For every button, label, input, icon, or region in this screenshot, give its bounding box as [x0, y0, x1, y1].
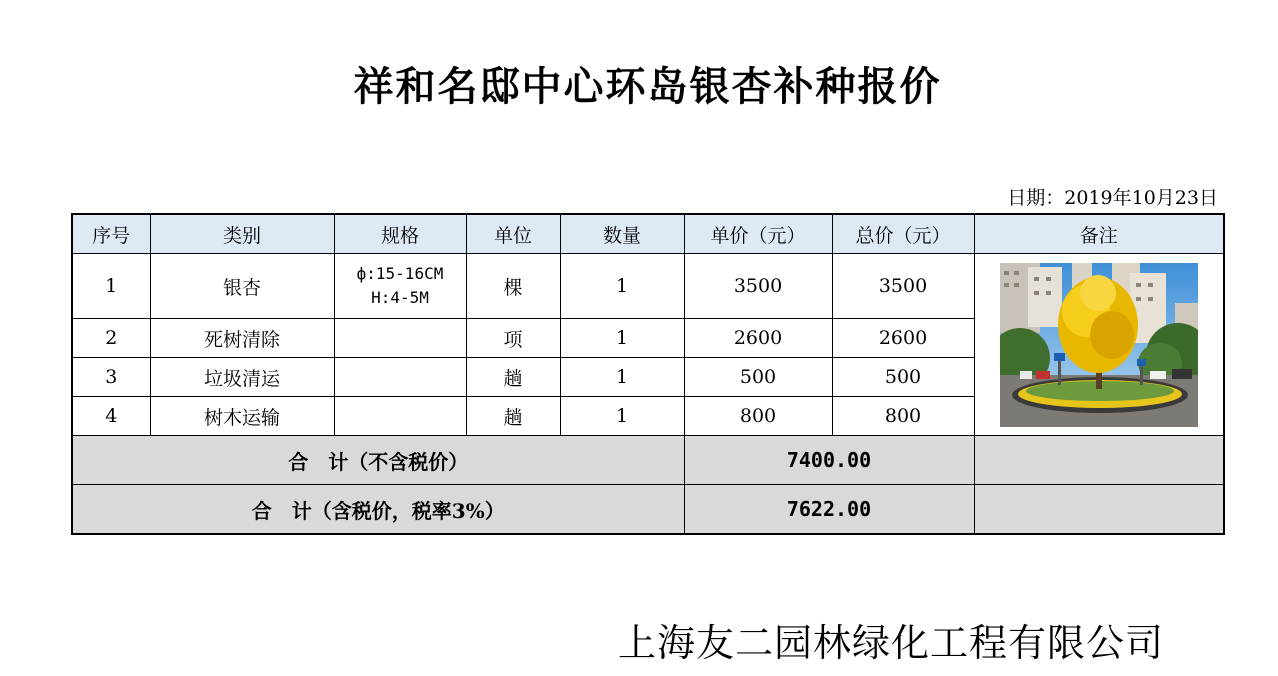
- header-qty: 数量: [560, 214, 684, 254]
- company-name: 上海友二园林绿化工程有限公司: [618, 621, 1165, 665]
- cell-total: 500: [832, 358, 974, 397]
- header-category: 类别: [150, 214, 334, 254]
- cell-category: 银杏: [150, 254, 334, 319]
- grand-total-row: [72, 485, 1224, 535]
- cell-category: 树木运输: [150, 397, 334, 436]
- subtotal-row: [72, 436, 1224, 485]
- header-unit: 单位: [466, 214, 560, 254]
- table-row: [72, 254, 1224, 319]
- cell-unit: 项: [466, 319, 560, 358]
- cell-category: 死树清除: [150, 319, 334, 358]
- cell-unit: 趟: [466, 358, 560, 397]
- grand-total-label: 合 计（含税价，税率3%）: [72, 485, 684, 535]
- cell-no: 4: [72, 397, 150, 436]
- header-remarks: 备注: [974, 214, 1224, 254]
- spec-diameter: ф:15-16CM: [356, 264, 444, 283]
- header-spec: 规格: [334, 214, 466, 254]
- document-title: 祥和名邸中心环岛银杏补种报价: [353, 64, 942, 110]
- cell-qty: 1: [560, 254, 684, 319]
- cell-qty: 1: [560, 397, 684, 436]
- cell-total: 2600: [832, 319, 974, 358]
- cell-spec: [334, 397, 466, 436]
- remarks-photo-cell: [974, 254, 1224, 436]
- header-unit-price: 单价（元）: [684, 214, 832, 254]
- cell-price: 500: [684, 358, 832, 397]
- cell-spec: [334, 254, 466, 319]
- cell-no: 2: [72, 319, 150, 358]
- grand-total-value: 7622.00: [684, 485, 974, 535]
- cell-spec: [334, 358, 466, 397]
- cell-unit: 棵: [466, 254, 560, 319]
- subtotal-value: 7400.00: [684, 436, 974, 485]
- cell-qty: 1: [560, 319, 684, 358]
- quote-table: [71, 213, 1225, 535]
- grand-total-remarks: [974, 485, 1224, 535]
- header-total-price: 总价（元）: [832, 214, 974, 254]
- cell-price: 800: [684, 397, 832, 436]
- spec-height: H:4-5M: [371, 288, 429, 307]
- cell-qty: 1: [560, 358, 684, 397]
- table-header-row: [72, 214, 1224, 254]
- cell-category: 垃圾清运: [150, 358, 334, 397]
- quote-date: 日期：2019年10月23日: [1007, 187, 1218, 209]
- cell-price: 2600: [684, 319, 832, 358]
- header-no: 序号: [72, 214, 150, 254]
- cell-total: 800: [832, 397, 974, 436]
- subtotal-label: 合 计（不含税价）: [72, 436, 684, 485]
- cell-price: 3500: [684, 254, 832, 319]
- subtotal-remarks: [974, 436, 1224, 485]
- cell-no: 3: [72, 358, 150, 397]
- cell-spec: [334, 319, 466, 358]
- cell-no: 1: [72, 254, 150, 319]
- ginkgo-photo: [1000, 263, 1198, 427]
- cell-total: 3500: [832, 254, 974, 319]
- cell-unit: 趟: [466, 397, 560, 436]
